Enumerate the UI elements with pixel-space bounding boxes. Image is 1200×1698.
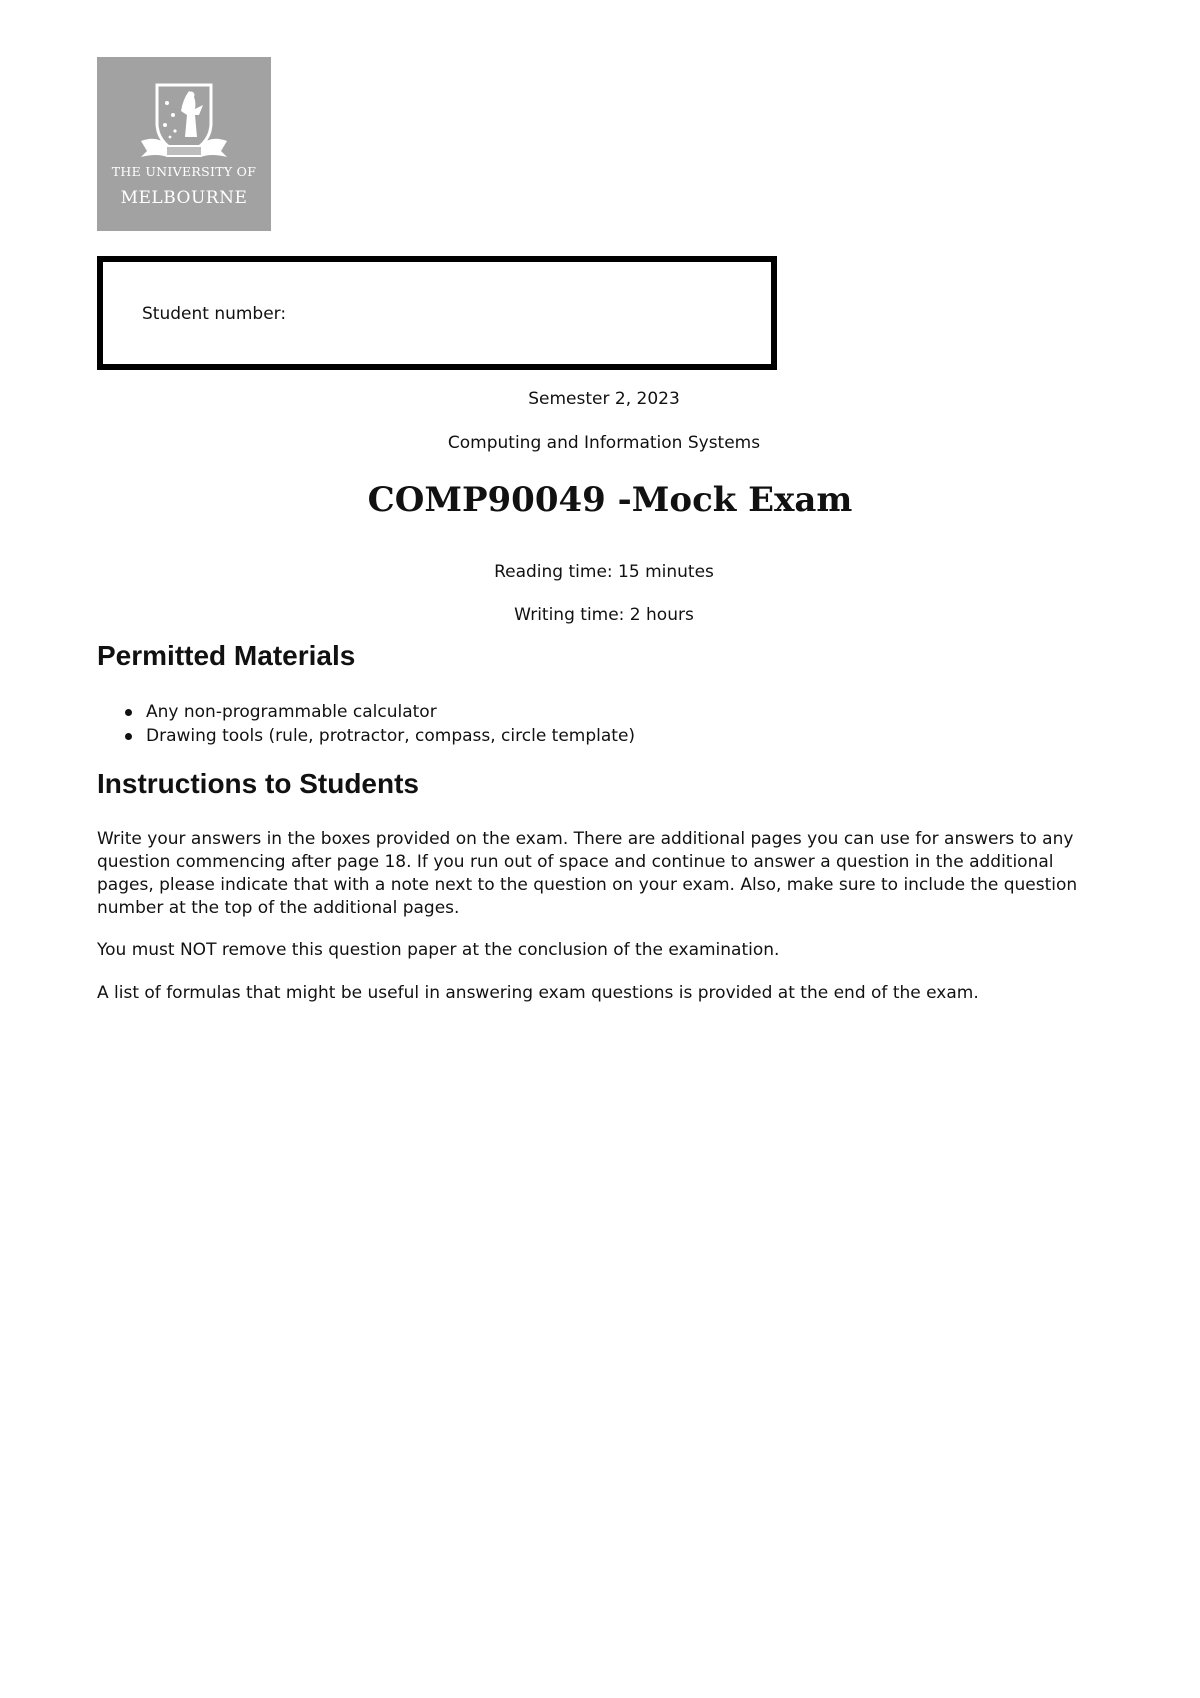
university-crest-icon <box>137 75 231 161</box>
instructions-paragraph-answers: Write your answers in the boxes provided on the exam. There are additional pages you can use for answers to any question commencing after page 18. If you run out of space and continue to answer a question in the additional pages, please indicate that with a note next to the question on your exam. Also, make sure to include the question number at the top of the additional pages. <box>97 829 1078 918</box>
list-item <box>97 700 635 724</box>
instructions-heading: Instructions to Students <box>97 768 419 799</box>
permitted-materials-heading: Permitted Materials <box>97 640 356 671</box>
university-logo <box>97 57 271 231</box>
exam-title: COMP90049 -Mock Exam <box>367 480 853 520</box>
logo-line-university-of: THE UNIVERSITY OF <box>111 164 257 179</box>
list-item-text: Drawing tools (rule, protractor, compass, circle template) <box>146 726 636 746</box>
student-number-box[interactable] <box>97 256 777 370</box>
instructions-paragraph-formulas: A list of formulas that might be useful in answering exam questions is provided at the end of the exam. <box>97 983 979 1003</box>
department-text: Computing and Information Systems <box>447 433 761 453</box>
reading-time-text: Reading time: 15 minutes <box>494 562 714 582</box>
student-number-label: Student number: <box>142 304 287 324</box>
writing-time-text: Writing time: 2 hours <box>514 605 694 625</box>
logo-line-melbourne: MELBOURNE <box>120 188 248 208</box>
permitted-materials-list <box>97 700 635 748</box>
bullet-icon <box>125 733 132 740</box>
list-item-text: Any non-programmable calculator <box>146 702 437 722</box>
semester-text: Semester 2, 2023 <box>528 389 680 409</box>
list-item <box>97 724 635 748</box>
instructions-paragraph-remove: You must NOT remove this question paper at the conclusion of the examination. <box>97 940 780 960</box>
bullet-icon <box>125 709 132 716</box>
